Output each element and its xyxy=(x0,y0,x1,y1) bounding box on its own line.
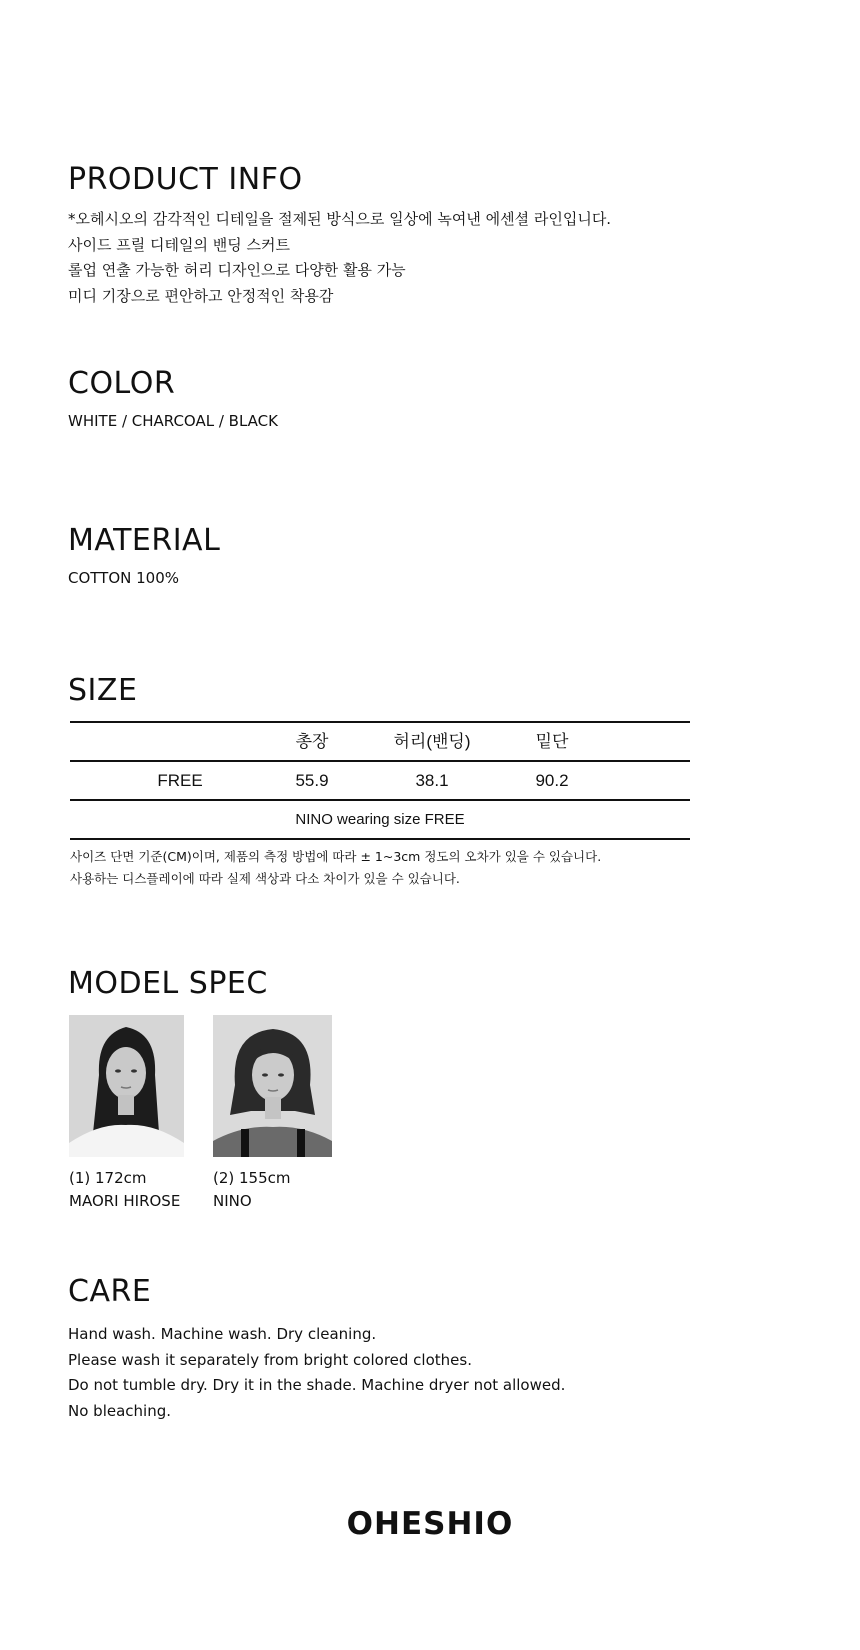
brand-logo: OHESHIO xyxy=(346,1506,514,1542)
care-section xyxy=(68,1274,565,1424)
size-notes xyxy=(70,846,601,890)
size-cell: 55.9 xyxy=(295,771,329,790)
product-info-heading: PRODUCT INFO xyxy=(68,162,303,197)
care-line: Hand wash. Machine wash. Dry cleaning. xyxy=(68,1325,377,1343)
model-height: (1) 172cm xyxy=(69,1169,147,1187)
size-section xyxy=(68,673,137,709)
care-line: Do not tumble dry. Dry it in the shade. Machine dryer not allowed. xyxy=(68,1376,566,1394)
care-line: Please wash it separately from bright colored clothes. xyxy=(68,1350,472,1369)
model-height: (2) 155cm xyxy=(213,1169,291,1187)
size-table-header-row xyxy=(70,721,690,760)
model-name: MAORI HIROSE xyxy=(69,1192,181,1210)
care-line: No bleaching. xyxy=(68,1401,171,1420)
model-spec-section xyxy=(68,966,268,1002)
color-section xyxy=(68,366,278,435)
material-heading: MATERIAL xyxy=(68,523,221,558)
size-note-line: 사용하는 디스플레이에 따라 실제 색상과 다소 차이가 있을 수 있습니다. xyxy=(70,871,460,886)
size-cell: FREE xyxy=(157,771,203,790)
size-heading: SIZE xyxy=(68,673,138,708)
size-column-header xyxy=(120,723,240,760)
size-cell: 38.1 xyxy=(415,771,449,790)
size-table-note-row xyxy=(70,799,690,840)
size-table-row xyxy=(70,760,690,799)
size-cell: 90.2 xyxy=(535,771,569,790)
model-spec-heading: MODEL SPEC xyxy=(68,966,268,1001)
material-value: COTTON 100% xyxy=(68,569,180,587)
color-value: WHITE / CHARCOAL / BLACK xyxy=(68,412,278,430)
size-note-line: 사이즈 단면 기준(CM)이며, 제품의 측정 방법에 따라 ± 1~3cm 정도의 오차가 있을 수 있습니다. xyxy=(70,849,602,864)
model-name: NINO xyxy=(213,1192,252,1210)
size-wearing-note: NINO wearing size FREE xyxy=(295,811,465,828)
material-section xyxy=(68,523,220,592)
model-card xyxy=(213,1015,332,1213)
size-column-header: 허리(밴딩) xyxy=(393,732,471,751)
product-info-line: 사이드 프릴 디테일의 밴딩 스커트 xyxy=(68,235,290,254)
product-info-line: 미디 기장으로 편안하고 안정적인 착용감 xyxy=(68,286,334,305)
product-info-line: *오헤시오의 감각적인 디테일을 절제된 방식으로 일상에 녹여낸 에센셜 라인입니다. xyxy=(68,210,612,228)
product-info-line: 롤업 연출 가능한 허리 디자인으로 다양한 활용 가능 xyxy=(68,261,406,279)
size-column-header: 총장 xyxy=(295,732,329,751)
product-info-section xyxy=(68,162,611,309)
care-heading: CARE xyxy=(68,1274,152,1309)
color-heading: COLOR xyxy=(68,366,176,401)
size-column-header: 밑단 xyxy=(535,732,569,751)
model-photo xyxy=(213,1015,332,1157)
size-table xyxy=(70,721,690,840)
model-card xyxy=(69,1015,184,1213)
model-photo xyxy=(69,1015,184,1157)
